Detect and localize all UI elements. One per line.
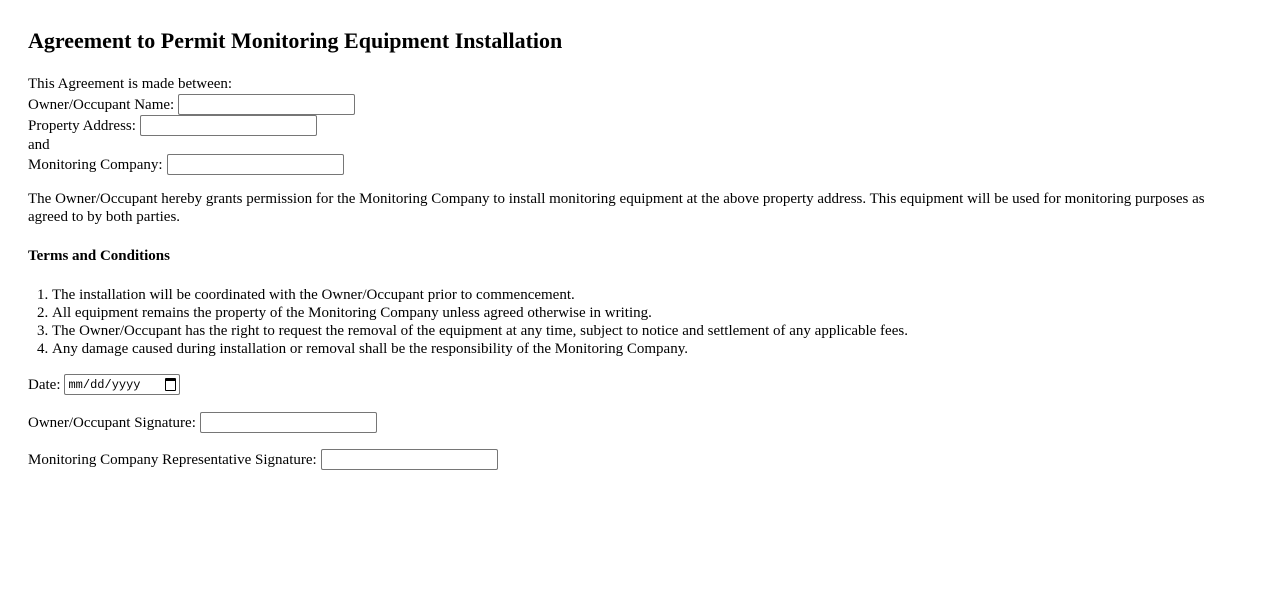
and-line xyxy=(28,136,355,154)
monitoring-company-input[interactable] xyxy=(167,154,344,175)
owner-signature-label: Owner/Occupant Signature: xyxy=(28,414,196,431)
terms-list xyxy=(12,286,908,358)
and-text: and xyxy=(28,137,50,153)
company-signature-row xyxy=(28,449,498,470)
grant-paragraph: The Owner/Occupant hereby grants permission for the Monitoring Company to install monitoring equipment at the above property address. This equipment will be used for monitoring purposes as agreed to by both parties. xyxy=(28,191,1205,225)
page-title: Agreement to Permit Monitoring Equipment Installation xyxy=(28,28,563,53)
company-signature-input[interactable] xyxy=(321,449,498,470)
date-label: Date: xyxy=(28,376,61,393)
date-placeholder: mm/dd/yyyy xyxy=(68,377,141,392)
owner-name-label: Owner/Occupant Name: xyxy=(28,96,175,113)
parties-section xyxy=(28,75,355,175)
property-address-label: Property Address: xyxy=(28,117,136,134)
owner-signature-input[interactable] xyxy=(200,412,377,433)
term-item: 4. Any damage caused during installation or removal shall be the responsibility of the Monitoring Company. xyxy=(52,340,908,358)
terms-list-container xyxy=(28,286,908,358)
property-address-input[interactable] xyxy=(140,115,317,136)
monitoring-company-row xyxy=(28,154,355,175)
terms-heading: Terms and Conditions xyxy=(28,248,170,264)
intro-line xyxy=(28,75,355,93)
owner-name-input[interactable] xyxy=(178,94,355,115)
term-item: 3. The Owner/Occupant has the right to request the removal of the equipment at any time, subject to notice and settlement of any applicable fees. xyxy=(52,322,908,340)
intro-text: This Agreement is made between: xyxy=(28,76,233,92)
calendar-icon[interactable] xyxy=(165,378,176,391)
company-signature-label: Monitoring Company Representative Signature: xyxy=(28,451,317,468)
property-address-row xyxy=(28,115,355,136)
monitoring-company-label: Monitoring Company: xyxy=(28,156,163,173)
term-item: 1. The installation will be coordinated with the Owner/Occupant prior to commencement. xyxy=(52,286,908,304)
date-input[interactable] xyxy=(64,374,180,395)
owner-signature-row xyxy=(28,412,377,433)
date-row xyxy=(28,374,180,395)
owner-name-row xyxy=(28,94,355,115)
term-item: 2. All equipment remains the property of the Monitoring Company unless agreed otherwise in writing. xyxy=(52,304,908,322)
